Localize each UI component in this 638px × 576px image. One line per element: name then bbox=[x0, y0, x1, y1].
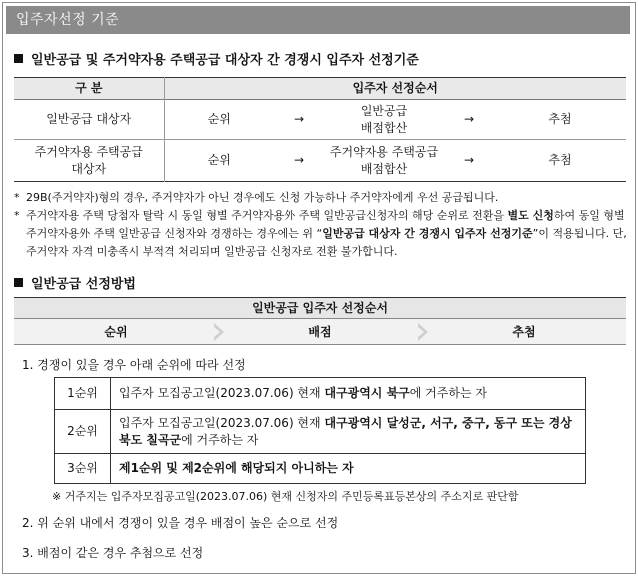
table-header-row bbox=[14, 78, 626, 100]
step-score-line1: 주거약자용 주택공급 bbox=[329, 144, 439, 159]
arrow-icon: → bbox=[293, 153, 305, 167]
row-label-line1: 주거약자용 주택공급 bbox=[34, 144, 143, 159]
note-text: 29B(주거약자)형의 경우, 주거약자가 아닌 경우에도 신청 가능하나 주거약자에게 우선 공급됩니다. bbox=[26, 191, 499, 204]
selection-flow bbox=[14, 297, 626, 345]
list-item-3: 3. 배점이 같은 경우 추첨으로 선정 bbox=[22, 546, 204, 560]
flow-steps bbox=[14, 319, 626, 345]
note-item bbox=[14, 207, 628, 261]
section1-heading-text: 일반공급 및 주거약자용 주택공급 대상자 간 경쟁시 입주자 선정기준 bbox=[31, 53, 419, 68]
rank-desc-text: 에 거주하는 자 bbox=[409, 386, 487, 400]
note-emphasis: 일반공급 대상자 간 경쟁시 입주자 선정기준 bbox=[322, 227, 533, 240]
note-text: 주거약자용 주택 당첨자 탈락 시 동일 형별 주거약자용外 주택 일반공급신청자의 해당 순위로 전환을 bbox=[26, 209, 508, 222]
rank-desc bbox=[111, 410, 586, 454]
table-row bbox=[14, 100, 626, 140]
rank-desc bbox=[111, 378, 586, 410]
page-title: 입주자선정 기준 bbox=[6, 6, 630, 34]
step-score-line1: 일반공급 bbox=[360, 103, 408, 118]
step-score-line2: 배점합산 bbox=[360, 161, 408, 176]
rank-label: 2순위 bbox=[55, 410, 111, 454]
header-order: 입주자 선정순서 bbox=[352, 81, 438, 95]
rank-desc-text: 입주자 모집공고일(2023.07.06) 현재 bbox=[119, 386, 325, 400]
row-label-line2: 대상자 bbox=[71, 161, 107, 176]
step-rank: 순위 bbox=[207, 112, 231, 126]
rank-row bbox=[55, 454, 586, 484]
asterisk-mark: * bbox=[14, 209, 20, 222]
rank-table bbox=[54, 377, 586, 484]
note-emphasis: 별도 신청 bbox=[507, 209, 554, 222]
row-label: 일반공급 대상자 bbox=[14, 100, 164, 140]
flow-title: 일반공급 입주자 선정순서 bbox=[14, 297, 626, 319]
flow-step-label: 추첨 bbox=[512, 325, 536, 339]
rank-desc-text: 입주자 모집공고일(2023.07.06) 현재 bbox=[119, 415, 325, 430]
step-lottery: 추첨 bbox=[548, 153, 572, 167]
rank-desc-bold: 대구광역시 달성군, 서구, 중구, 동구 또는 경상북도 칠곡군 bbox=[119, 415, 572, 447]
section2-heading-text: 일반공급 선정방법 bbox=[31, 277, 136, 292]
footnote: ※ 거주지는 입주자모집공고일(2023.07.06) 현재 신청자의 주민등록표등본상의 주소지로 판단함 bbox=[52, 490, 519, 503]
chevron-right-icon-inner bbox=[418, 327, 424, 337]
row-label bbox=[14, 140, 164, 182]
rank-desc-bold: 대구광역시 북구 bbox=[324, 386, 410, 400]
asterisk-mark: * bbox=[14, 191, 20, 204]
arrow-icon: → bbox=[463, 112, 475, 126]
square-bullet-icon bbox=[14, 278, 23, 287]
note-item bbox=[14, 189, 628, 207]
chevron-right-icon-inner bbox=[214, 327, 220, 337]
flow-step-lottery bbox=[422, 319, 626, 344]
list-item-2: 2. 위 순위 내에서 경쟁이 있을 경우 배점이 높은 순으로 선정 bbox=[22, 516, 339, 530]
note-text: ”이 적용됩니다. 단, 주거약자 자격 미충족시 부적격 처리되며 일반공급 신청자로 전환 불가합니다. bbox=[26, 227, 627, 258]
selection-order-table bbox=[14, 77, 626, 182]
flow-step-rank bbox=[14, 319, 218, 344]
arrow-icon: → bbox=[293, 112, 305, 126]
rank-row bbox=[55, 410, 586, 454]
section2-heading bbox=[14, 273, 136, 292]
rank-row bbox=[55, 378, 586, 410]
arrow-icon: → bbox=[463, 153, 475, 167]
step-score bbox=[324, 100, 444, 140]
header-category: 구 분 bbox=[14, 78, 164, 100]
rank-label: 3순위 bbox=[55, 454, 111, 484]
flow-step-label: 배점 bbox=[308, 325, 332, 339]
flow-step-label: 순위 bbox=[104, 325, 128, 339]
step-score-line2: 배점합산 bbox=[360, 120, 408, 135]
square-bullet-icon bbox=[14, 54, 23, 63]
step-rank: 순위 bbox=[207, 153, 231, 167]
step-lottery: 추첨 bbox=[548, 112, 572, 126]
section1-heading bbox=[14, 49, 419, 68]
rank-label: 1순위 bbox=[55, 378, 111, 410]
rank-desc-bold: 제1순위 및 제2순위에 해당되지 아니하는 자 bbox=[119, 461, 354, 475]
rank-desc bbox=[111, 454, 586, 484]
flow-step-score bbox=[218, 319, 422, 344]
rank-desc-text: 에 거주하는 자 bbox=[181, 432, 259, 447]
note-text: 하여 동일 형별 주거약자용外 주택 일반공급 신청자와 경쟁하는 경우에는 위 “ bbox=[26, 209, 625, 240]
table-row bbox=[14, 140, 626, 182]
notes bbox=[14, 189, 628, 261]
list-item-1: 1. 경쟁이 있을 경우 아래 순위에 따라 선정 bbox=[22, 358, 246, 372]
step-score bbox=[324, 140, 444, 182]
